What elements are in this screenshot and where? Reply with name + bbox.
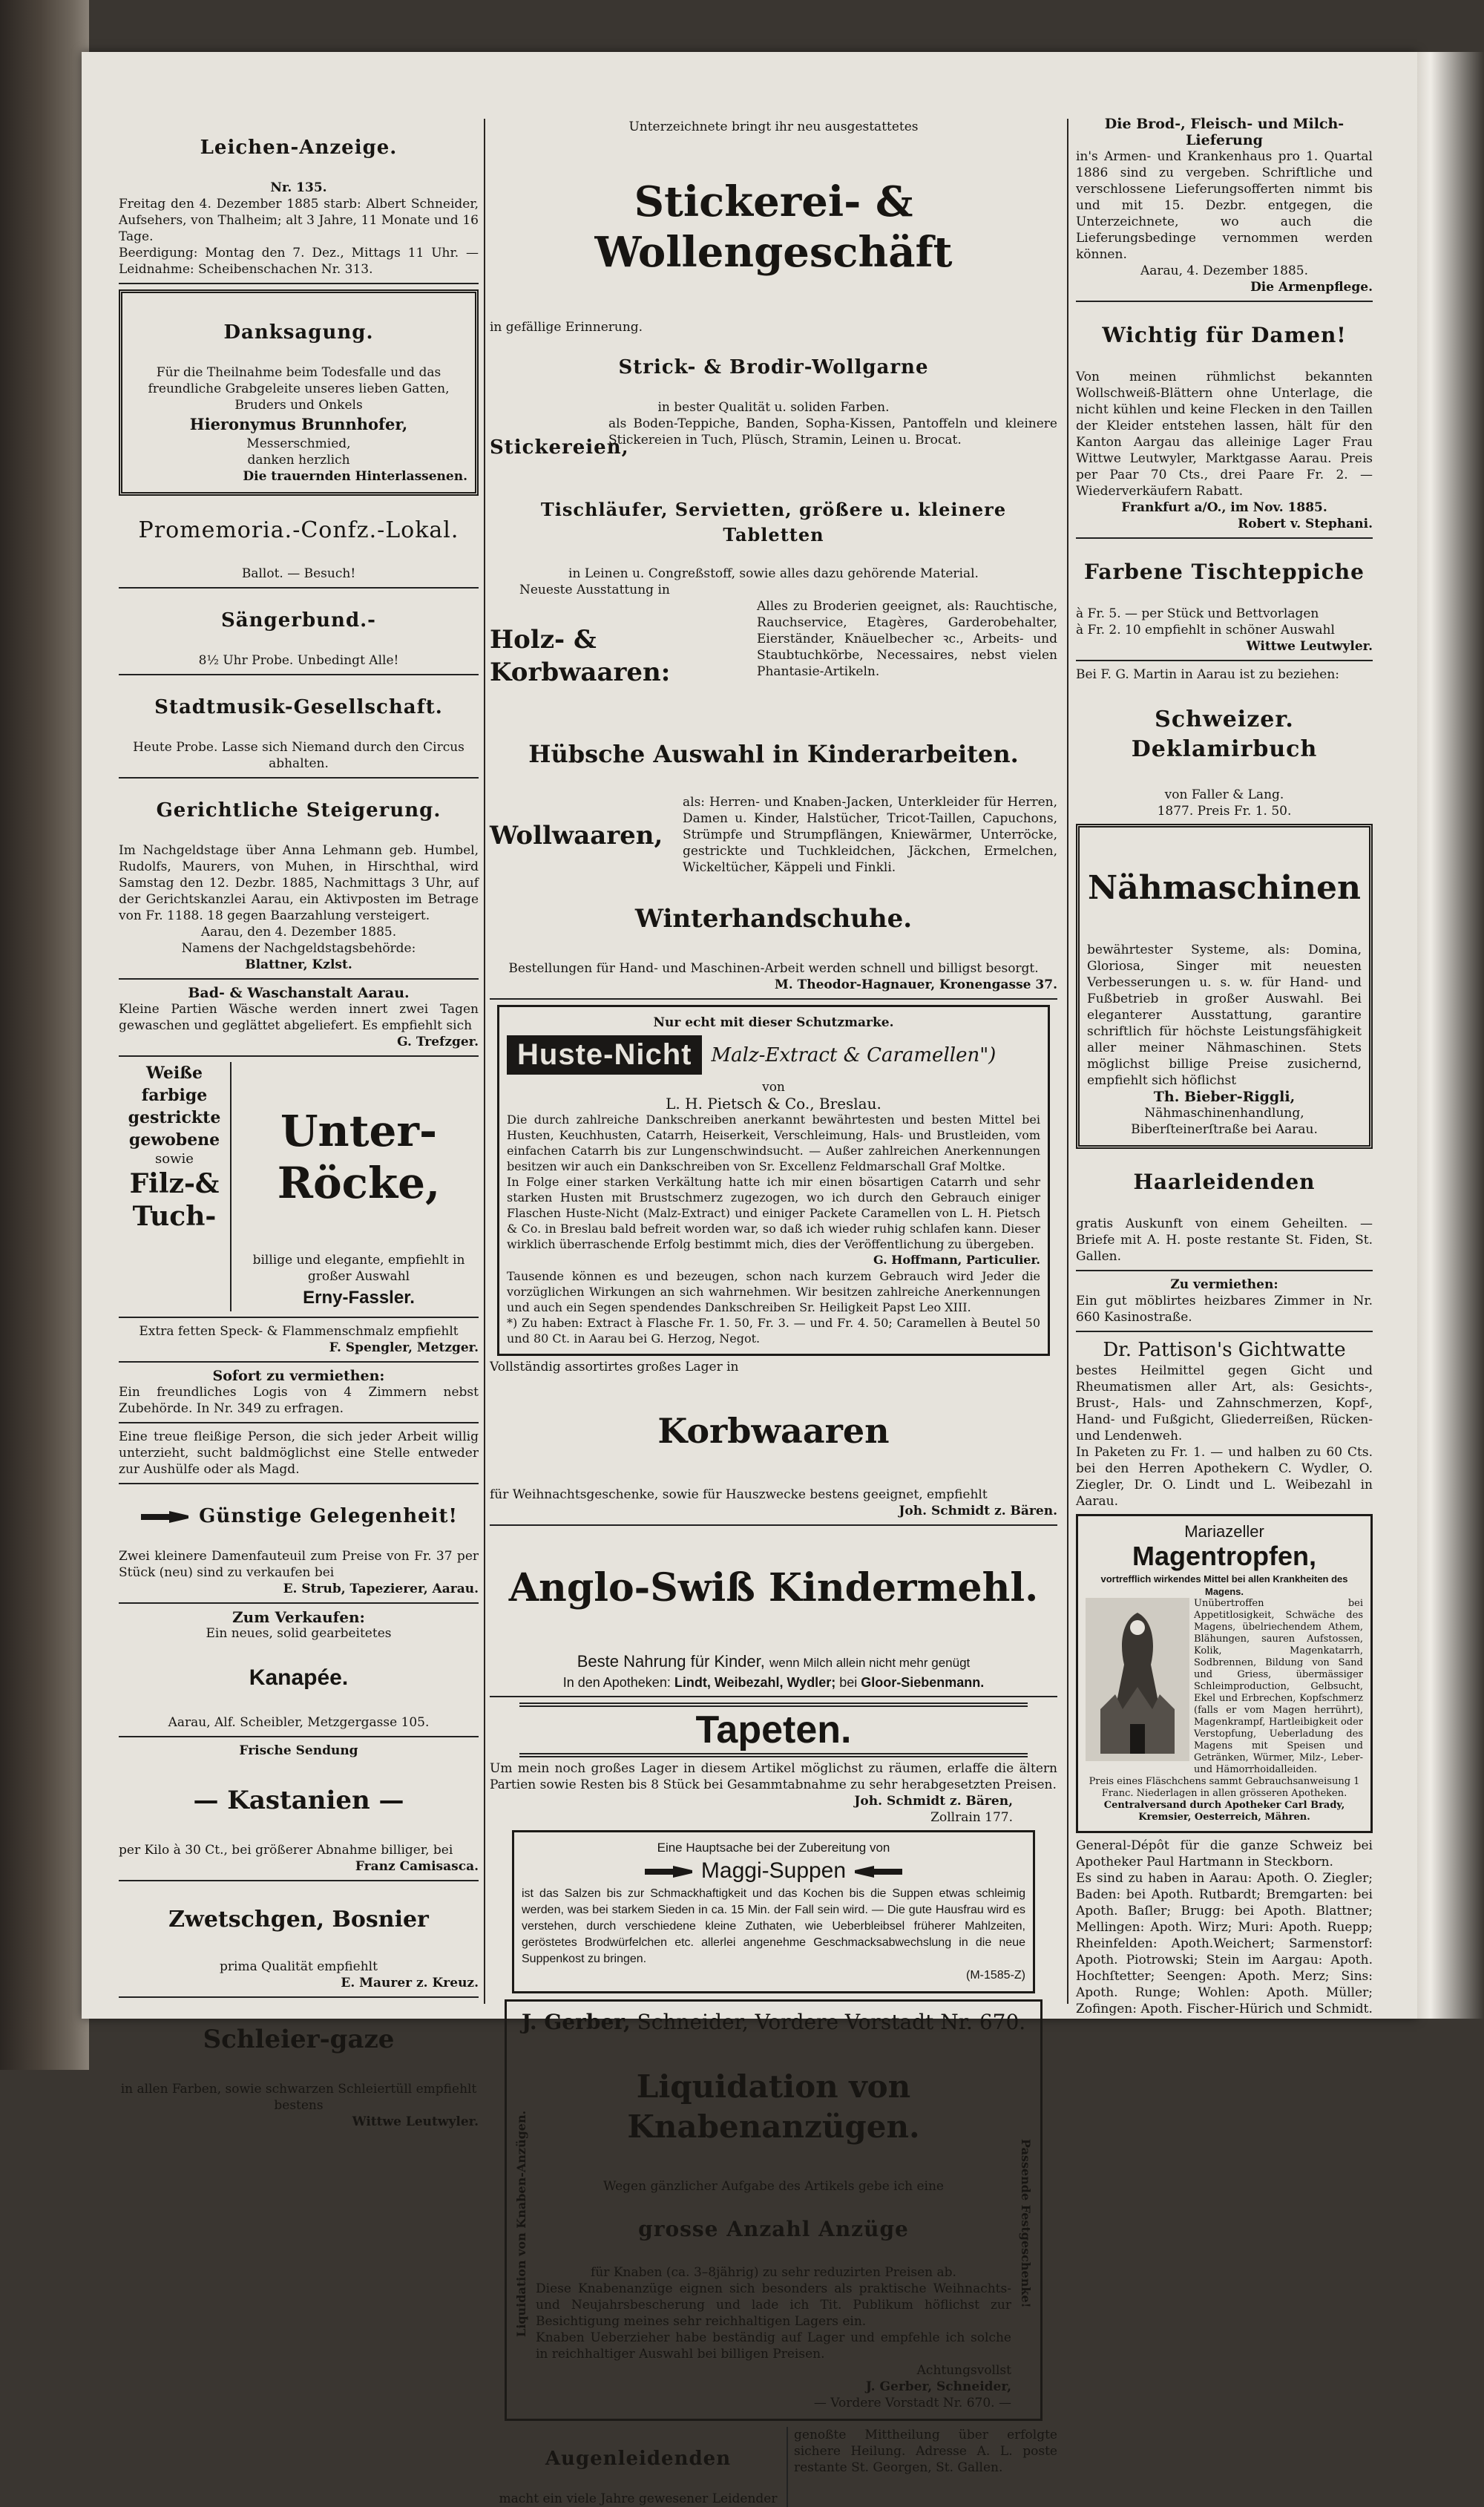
huste-sign: G. Hoffmann, Particulier.: [873, 1253, 1040, 1267]
pointing-hand-icon: [139, 1507, 191, 1527]
unterroecke-left: [119, 1062, 230, 1311]
farb-sign: Wittwe Leutwyler.: [1246, 639, 1373, 654]
anglo-line-1: [490, 1651, 1057, 1674]
verm-body: Ein gut möblirtes heizbares Zimmer in Nr. 660 Kasinostraße.: [1076, 1294, 1373, 1325]
huste-body-1: Die durch zahlreiche Dankschreiben anerkannt bewährtesten und besten Mittel bei Husten, Keuchhusten, Catarrh, Heiserkeit, Verschleimung, Hals- und Brustleiden, vom einfachen Catarrh bis zur Lungenschwindsucht. — Außer zahlreichen Anerkennungen besitzen wir auch ein Dankschreiben von Sr. Excellenz Feldmarschall Graf Moltke.: [507, 1112, 1040, 1173]
tapeten-title: Tapeten.: [519, 1703, 1028, 1757]
haar-title: Haarleidenden: [1133, 1170, 1316, 1194]
logis-title: Sofort zu vermiethen:: [212, 1368, 385, 1384]
liq-body-2: für Knaben (ca. 3–8jährig) zu sehr reduzirten Preisen ab.: [591, 2265, 956, 2280]
unterroecke-right: [230, 1062, 479, 1311]
winter-title: Winterhandschuhe.: [634, 904, 913, 934]
pattison-body: bestes Heilmittel gegen Gicht und Rheumatismen aller Art, als: Gesichts-, Brust-, Hals- und Zahnschmerzen, Kopf-, Hand- und Fußgicht, Gliederreißen, Rücken- und Lendenweh.: [1076, 1363, 1373, 1443]
dank-name: Hieronymus Brunnhofer,: [189, 415, 408, 433]
liq-body-3: Diese Knabenanzüge eignen sich besonders als praktische Weihnachts- und Neujahrsbescherung und lade ich Tit. Publikum höflichst zur Besichtigung meines sehr reichhaltigen Lagers ein.: [536, 2281, 1011, 2329]
magen-depot: General-Dépôt für die ganze Schweiz bei Apotheker Paul Hartmann in Steckborn.: [1076, 1838, 1373, 1869]
damen-date: Frankfurt a/O., im Nov. 1885.: [1121, 500, 1327, 515]
stick-title: Stickerei- & Wollengeschäft: [594, 177, 953, 277]
huste-price: *) Zu haben: Extract à Flasche Fr. 1. 50, Fr. 3. — und Fr. 4. 50; Caramellen à Beutel 50 und 80 Ct. in Aarau bei G. Herzog, Negot.: [507, 1316, 1040, 1346]
tisch-body: in Leinen u. Congreßstoff, sowie alles dazu gehörende Material.: [568, 566, 979, 581]
stickerei-ad: [490, 119, 1057, 993]
huste-logo: Huste-Nicht: [507, 1035, 702, 1075]
naeh-body: bewährtester Systeme, als: Domina, Gloriosa, Singer mit neuesten Verbesserungen u. s. w. für Hand- und Fußbetrieb in großer Auswahl. Bei eleganterer Ausstattung, garantire schriftlich für höchste Leistungsfähigkeit aller meiner Nähmaschinen. Stets möglichst billige Preise zusichernd, empfiehlt sich höflichst: [1087, 943, 1362, 1088]
korb-title: Korbwaaren: [657, 1411, 890, 1451]
leichen-burial: Beerdigung: Montag den 7. Dez., Mittags 11 Uhr. — Leidnahme: Scheibenschachen Nr. 313.: [119, 246, 479, 277]
unterroecke-ad: [119, 1062, 479, 1311]
steigerung-sign: Blattner, Kzlst.: [245, 957, 352, 972]
dank-occupation: Messerschmied,: [246, 436, 351, 451]
huste-maker: L. H. Pietsch & Co., Breslau.: [666, 1095, 881, 1112]
stickereien-body: als Boden-Teppiche, Banden, Sopha-Kissen, Pantoffeln und kleinere Stickereien in Tuch, Plüsch, Stramin, Leinen u. Brocat.: [608, 416, 1057, 448]
pointing-hand-icon: [852, 1861, 904, 1882]
maggi-intro: Eine Hauptsache bei der Zubereitung von: [657, 1841, 890, 1855]
huste-nicht-box: [497, 1005, 1050, 1356]
huste-logo-row: [507, 1035, 1040, 1075]
gerber-content: [528, 2036, 1019, 2411]
bestell-sign: M. Theodor-Hagnauer, Kronengasse 37.: [774, 977, 1057, 992]
divider: [1076, 660, 1373, 661]
maggi-code: (M-1585-Z): [965, 1969, 1025, 1982]
unterroecke-word: Weiße: [146, 1064, 203, 1083]
naeh-sign: Th. Bieber-Riggli,: [1153, 1089, 1296, 1105]
tapeten-body: Um mein noch großes Lager in diesem Artikel möglichst zu räumen, erlaffe die ältern Partien sowie Resten bis 8 Stück bei Gesammtabnahme zu sehr herabgesetzten Preisen.: [490, 1761, 1057, 1792]
pattison-price: In Paketen zu Fr. 1. — und halben zu 60 Cts. bei den Herren Apothekern C. Wydler, O. Ziegler, Dr. O. Lindt und L. Weibezahl in Aarau.: [1076, 1445, 1373, 1509]
schleier-title: Schleier-gaze: [203, 2025, 395, 2054]
steigerung-title: Gerichtliche Steigerung.: [156, 799, 441, 822]
augen-row: [490, 2427, 1057, 2507]
farb-line-1: à Fr. 5. — per Stück und Bettvorlagen: [1076, 606, 1319, 621]
magen-pre: Mariazeller: [1184, 1522, 1264, 1541]
gerber-header: [514, 2009, 1033, 2036]
unterroecke-word: sowie: [155, 1151, 194, 1167]
augen-title: Augenleidenden: [545, 2448, 732, 2470]
guenstig-title-text: Günstige Gelegenheit!: [199, 1505, 458, 1527]
bestell-body: Bestellungen für Hand- und Maschinen-Arbeit werden schnell und billigst besorgt.: [508, 961, 1039, 976]
divider: [1076, 1270, 1373, 1271]
strick-sub: in bester Qualität u. soliden Farben.: [657, 400, 890, 415]
zwetschgen-sign: E. Maurer z. Kreuz.: [341, 1976, 479, 1990]
liq-sign-1: Achtungsvollst: [916, 2363, 1011, 2378]
naeh-sub: Nähmaschinenhandlung,: [1144, 1106, 1304, 1121]
divider: [119, 674, 479, 675]
maggi-body: ist das Salzen bis zur Schmackhaftigkeit und das Kochen bis die Suppen etwas schleimig werden, was bei starkem Sieden in ca. 15 Min. der Fall sein wird. — Die gute Hausfrau wird es verstehen, durch verschiedene kleine Zuthaten, wie Ueberbleibsel früherer Mahlzeiten, geröstetes Brodwürfelchen etc. allerlei angenehme Geschmacksabwechslung in die neue Suppenkost zu bringen.: [522, 1887, 1025, 1965]
leichen-body: Freitag den 4. Dezember 1885 starb: Albert Schneider, Aufsehers, von Thalheim; alt 3 Jahre, 11 Monate und 16 Tage.: [119, 197, 479, 244]
gerber-box: [505, 1999, 1043, 2421]
bad-sign: G. Trefzger.: [397, 1035, 479, 1049]
stickereien-row: [490, 416, 1057, 479]
divider: [119, 1880, 479, 1881]
unterroecke-word: farbige: [141, 1086, 208, 1105]
holz-title: Holz- & Korbwaaren:: [490, 625, 671, 687]
divider: [490, 998, 1057, 1000]
anglo-line-2: [490, 1674, 1057, 1691]
dank-title: Danksagung.: [223, 321, 374, 344]
kastanien-pre: Frische Sendung: [239, 1743, 358, 1758]
madonna-church-illustration-icon: [1086, 1598, 1189, 1761]
divider: [119, 1055, 479, 1057]
brod-ad: [1076, 116, 1373, 295]
magen-sub: vortrefflich wirkendes Mittel bei allen Krankheiten des Magens.: [1100, 1573, 1348, 1597]
kastanien-body: per Kilo à 30 Ct., bei größerer Abnahme billiger, bei: [119, 1843, 453, 1858]
anglo-l2c: bei: [839, 1675, 858, 1690]
dank-thanks: danken herzlich: [247, 453, 350, 468]
schleier-body: in allen Farben, sowie schwarzen Schleiertüll empfiehlt bestens: [120, 2082, 477, 2113]
liq-body-4: Knaben Ueberzieher habe beständig auf Lager und empfehle ich solche in reichhaltiger Auswahl bei billigen Preisen.: [536, 2330, 1011, 2362]
speck-sign: F. Spengler, Metzger.: [329, 1340, 479, 1355]
liq-big: grosse Anzahl Anzüge: [638, 2217, 909, 2241]
brod-title: Die Brod-, Fleisch- und Milch-Lieferung: [1104, 116, 1345, 148]
naeh-title: Nähmaschinen: [1087, 869, 1362, 907]
augen-left: [490, 2427, 787, 2507]
haar-body: gratis Auskunft von einem Geheilten. — Briefe mit A. H. poste restante St. Fiden, St. Gallen.: [1076, 1216, 1373, 1264]
tisch-title: Tischläufer, Servietten, größere u. kleinere Tabletten: [540, 499, 1007, 545]
damen-title: Wichtig für Damen!: [1102, 323, 1347, 347]
zwetschgen-body: prima Qualität empfiehlt: [220, 1959, 378, 1974]
magentropfen-box: [1076, 1514, 1373, 1833]
saenger-title: Sängerbund.-: [221, 609, 376, 632]
unterroecke-word: gestrickte: [128, 1108, 221, 1127]
divider: [119, 587, 479, 589]
naeh-addr: Biberſteinerſtraße bei Aarau.: [1131, 1122, 1318, 1137]
anglo-l1a: Beste Nahrung für Kinder,: [577, 1652, 765, 1671]
divider: [1076, 1331, 1373, 1332]
divider: [119, 1736, 479, 1737]
kastanien-title: — Kastanien —: [193, 1786, 404, 1815]
neueste-text: Neueste Ausstattung in: [519, 583, 670, 597]
unterroecke-title: Unter-Röcke,: [277, 1106, 441, 1208]
bad-title: Bad- & Waschanstalt Aarau.: [188, 985, 410, 1001]
leichen-title: Leichen-Anzeige.: [200, 137, 398, 159]
divider: [119, 1602, 479, 1604]
verkauf-body: Ein neues, solid gearbeitetes: [206, 1626, 392, 1641]
gerber-side-right: Passende Festgeschenke!: [1019, 2139, 1033, 2308]
column-left: [119, 67, 479, 2130]
dank-body: Für die Theilnahme beim Todesfalle und das freundliche Grabgeleite unseres lieben Gatten, Bruders und Onkels: [148, 365, 450, 413]
promemoria-title: Promemoria.-Confz.-Lokal.: [138, 517, 459, 543]
ballot-text: Ballot. — Besuch!: [241, 566, 356, 581]
column-rule-left: [484, 119, 485, 2004]
gerber-head-name: J. Gerber,: [521, 2010, 631, 2034]
anglo-l1b: wenn Milch allein nicht mehr genügt: [769, 1656, 971, 1670]
brod-sign: Die Armenpflege.: [1250, 280, 1373, 295]
magen-row: [1086, 1598, 1363, 1776]
strick-title: Strick- & Brodir-Wollgarne: [618, 356, 929, 378]
magen-title: Magentropfen,: [1132, 1541, 1316, 1571]
stick-sub: in gefällige Erinnerung.: [490, 320, 643, 335]
holz-row: [490, 598, 1057, 714]
steigerung-authority: Namens der Nachgeldstagsbehörde:: [181, 941, 416, 956]
dekl-title: Schweizer. Deklamirbuch: [1131, 707, 1318, 762]
huste-von: von: [762, 1080, 785, 1095]
woll-title: Wollwaaren,: [490, 821, 663, 851]
anglo-l2a: In den Apotheken:: [562, 1675, 671, 1690]
divider: [119, 283, 479, 284]
huste-body-3: Tausende können es und bezeugen, schon nach kurzem Gebrauch wird Jeder die vorzüglichen Wirkungen an sich wahrnehmen. Wir besitzen zahlreiche Anerkennungen und auch ein Segen spendendes Dankschreiben Sr. Heiligkeit Papst Leo XIII.: [507, 1269, 1040, 1314]
divider: [119, 777, 479, 779]
verkauf-sign: Aarau, Alf. Scheibler, Metzgergasse 105.: [168, 1715, 430, 1730]
guenstig-body: Zwei kleinere Damenfauteuil zum Preise von Fr. 37 per Stück (neu) sind zu verkaufen bei: [119, 1549, 479, 1580]
guenstig-sign: E. Strub, Tapezierer, Aarau.: [283, 1582, 479, 1596]
unterroecke-body: billige und elegante, empfiehlt in großer Auswahl: [252, 1253, 465, 1284]
verkauf-title: Zum Verkaufen:: [232, 1608, 365, 1626]
gerber-head-rest: Schneider, Vordere Vorstadt Nr. 670.: [637, 2010, 1026, 2034]
magen-side: Unübertroffen bei Appetitlosigkeit, Schwäche des Magens, übelriechendem Athem, Blähungen, sauren Aufstossen, Kolik, Magenkatarrh, Sodbrennen, Bildung von Sand und Griess, übermässiger Schleimproduction, Gelbsucht, Ekel und Erbrechen, Kopfschmerz (falls er vom Magen herrührt), Magenkrampf, Hartleibigkeit oder Verstopfung, Ueberladung des Magens mit Speisen und Getränken, Würmer, Milz-, Leber- und Hämorrhoidalleiden.: [1194, 1598, 1363, 1775]
korb-body: für Weihnachtsgeschenke, sowie für Hauszwecke bestens geeignet, empfiehlt: [490, 1487, 988, 1502]
bad-body: Kleine Partien Wäsche werden innert zwei Tagen gewaschen und geglättet abgeliefert. Es empfiehlt sich: [119, 1002, 479, 1033]
korb-intro: Vollständig assortirtes großes Lager in: [490, 1360, 739, 1374]
divider: [119, 1422, 479, 1423]
kinder-title: Hübsche Auswahl in Kinderarbeiten.: [528, 740, 1019, 768]
brod-date: Aarau, 4. Dezember 1885.: [1140, 263, 1309, 278]
huste-script: Malz-Extract & Caramellen"): [711, 1043, 997, 1066]
divider: [119, 978, 479, 980]
magen-list: Es sind zu haben in Aarau: Apoth. O. Ziegler; Baden: bei Apoth. Rutbardt; Bremgarten: bei Apoth. Baſler; Brugg: bei Apoth. Blattner; Mellingen: Apoth. Wirz; Muri: Apoth. Ruepp; Rheinfelden: Apoth.Weichert; Sarmenstorf: Apoth. Piotrowski; Stein im Aargau: Apoth. Hochſtetter; Seengen: Apoth. Merz; Sins: Apoth. Runge; Wohlen: Apoth. Müller; Zofingen: Apoth. Fischer-Hürich und Schmidt.: [1076, 1871, 1373, 2016]
naehmaschinen-box: [1076, 824, 1373, 1149]
person-body: Eine treue fleißige Person, die sich jeder Arbeit willig unterzieht, sucht baldmöglichst eine Stelle entweder zur Aushülfe oder als Magd.: [119, 1429, 479, 1477]
pointing-hand-icon: [643, 1861, 695, 1882]
book-binding: [0, 0, 89, 2070]
stickereien-title: Stickereien,: [490, 436, 629, 459]
augen-body: macht ein viele Jahre gewesener Leidender: [499, 2491, 778, 2506]
stick-intro: Unterzeichnete bringt ihr neu ausgestattetes: [628, 119, 919, 134]
kastanien-sign: Franz Camisasca.: [355, 1859, 479, 1874]
anglo-l2d: Gloor-Siebenmann.: [861, 1675, 985, 1690]
dank-sign: Die trauernden Hinterlassenen.: [243, 469, 467, 484]
leichen-anzeige: [119, 135, 479, 278]
anglo-title: Anglo-Swiß Kindermehl.: [508, 1565, 1039, 1610]
maggi-title: Maggi-Suppen: [700, 1858, 847, 1883]
saenger-body: 8½ Uhr Probe. Unbedingt Alle!: [198, 653, 399, 668]
column-rule-right: [1067, 119, 1068, 2004]
guenstig-title: [119, 1504, 479, 1529]
steigerung-body: Im Nachgeldstage über Anna Lehmann geb. Humbel, Rudolfs, Maurers, von Muhen, in Hirschthal, wird Samstag den 12. Dezbr. 1885, Nachmittags 3 Uhr, auf der Gerichtskanzlei Aarau, ein Aktivposten im Betrage von Fr. 1188. 18 gegen Baarzahlung versteigert.: [119, 843, 479, 923]
farb-line-2: à Fr. 2. 10 empfiehlt in schöner Auswahl: [1076, 623, 1335, 638]
liq-title: Liquidation von Knabenanzügen.: [627, 2068, 920, 2145]
divider: [490, 1696, 1057, 1697]
liq-sign-3: — Vordere Vorstadt Nr. 670. —: [813, 2396, 1011, 2411]
gerber-side-left: Liquidation von Knaben-Anzügen.: [514, 2110, 528, 2337]
divider: [490, 1524, 1057, 1526]
magen-price: Preis eines Fläschchens sammt Gebrauchsanweisung 1 Franc. Niederlagen in allen grösseren Apotheken.: [1089, 1776, 1360, 1799]
divider: [119, 1361, 479, 1363]
divider: [119, 1996, 479, 1998]
maggi-box: [512, 1830, 1035, 1993]
huste-body-2: In Folge einer starken Verkältung hatte ich mir einen bösartigen Catarrh und sehr starken Husten mit Brustschmerz zugezogen, wo ich durch den Gebrauch einiger Flaschen Huste-Nicht (Malz-Extract) und einiger Packete Caramellen von L. H. Pietsch & Co. in Breslau bald befreit worden war, so daß ich wieder ruhig schlafen kann. Dieser wirklich überraschende Erfolg bestimmt mich, dies der Veröffentlichung zu übergeben.: [507, 1175, 1040, 1251]
anglo-l2b: Lindt, Weibezahl, Wydler;: [674, 1675, 836, 1690]
brod-body: in's Armen- und Krankenhaus pro 1. Quartal 1886 sind zu vergeben. Schriftliche und verschlossene Lieferungsofferten nimmt bis und mit 15. Dezbr. entgegen, die Unterzeichnete, wo auch die Lieferungsbedinge vernommen werden können.: [1076, 149, 1373, 262]
divider: [1076, 301, 1373, 302]
pattison-title: Dr. Pattison's Gichtwatte: [1103, 1339, 1346, 1361]
huste-top: Nur echt mit dieser Schutzmarke.: [653, 1015, 894, 1030]
gerber-inner: [514, 2036, 1033, 2411]
magen-central: Centralversand durch Apotheker Carl Brady, Kremsier, Oesterreich, Mähren.: [1103, 1800, 1345, 1823]
stadtmusik-title: Stadtmusik-Gesellschaft.: [154, 696, 443, 718]
stadtmusik-body: Heute Probe. Lasse sich Niemand durch den Circus abhalten.: [133, 740, 464, 771]
steigerung-date: Aarau, den 4. Dezember 1885.: [200, 925, 397, 940]
zwetschgen-title: Zwetschgen, Bosnier: [168, 1907, 429, 1933]
danksagung-box: [119, 289, 479, 496]
logis-body: Ein freundliches Logis von 4 Zimmern nebst Zubehörde. In Nr. 349 zu erfragen.: [119, 1385, 479, 1416]
leichen-number: Nr. 135.: [270, 180, 327, 195]
verkauf-item: Kanapée.: [249, 1665, 349, 1690]
page-edge: [1417, 52, 1484, 2019]
unterroecke-sign: Erny-Fassler.: [303, 1288, 415, 1308]
maggi-title-row: [522, 1856, 1025, 1886]
augen-cont: genoßte Mittheilung über erfolgte sichere Heilung. Adresse A. L. poste restante St. Georgen, St. Gallen.: [787, 2427, 1057, 2507]
verm-title: Zu vermiethen:: [1170, 1277, 1278, 1292]
speck-body: Extra fetten Speck- & Flammenschmalz empfiehlt: [139, 1324, 459, 1339]
liq-sign-2: J. Gerber, Schneider,: [865, 2379, 1011, 2394]
divider: [119, 1317, 479, 1318]
woll-body: als: Herren- und Knaben-Jacken, Unterkleider für Herren, Damen u. Kinder, Halstücher, Tricot-Taillen, Capuchons, Strümpfe und Strumpflängen, Kniewärmer, Unterröcke, gestrickte und Tuchkleidchen, Jäckchen, Ermelchen, Wickeltücher, Käppeli und Finkli.: [683, 795, 1057, 875]
farb-title: Farbene Tischteppiche: [1084, 560, 1365, 584]
unterroecke-filz: Filz-& Tuch-: [129, 1168, 220, 1232]
tapeten-sign: Joh. Schmidt z. Bären,: [854, 1794, 1013, 1809]
dekl-by: von Faller & Lang.: [1164, 787, 1284, 802]
tapeten-addr: Zollrain 177.: [930, 1810, 1013, 1825]
liq-body-1: Wegen gänzlicher Aufgabe des Artikels gebe ich eine: [603, 2179, 944, 2194]
damen-sign: Robert v. Stephani.: [1238, 517, 1373, 531]
dekl-intro: Bei F. G. Martin in Aarau ist zu beziehen:: [1076, 667, 1340, 682]
schleier-sign: Wittwe Leutwyler.: [352, 2114, 479, 2129]
column-middle: [490, 67, 1057, 2507]
holz-body: Alles zu Broderien geeignet, als: Rauchtische, Rauchservice, Etagères, Garderobehalter, Eierständer, Knäuelbecher ꝛc., Arbeits- und Staubtuchkörbe, Necessaires, nebst vielen Phantasie-Artikeln.: [757, 599, 1057, 679]
dekl-year: 1877. Preis Fr. 1. 50.: [1157, 804, 1292, 819]
divider: [119, 1483, 479, 1484]
woll-row: [490, 794, 1057, 877]
divider: [1076, 537, 1373, 539]
column-right: [1076, 67, 1373, 2017]
korb-sign: Joh. Schmidt z. Bären.: [899, 1504, 1057, 1518]
damen-body: Von meinen rühmlichst bekannten Wollschweiß-Blättern ohne Unterlage, die nicht kühlen und keine Flecken in den Taillen der Kleider entstehen lassen, hält für den Kanton Aargau das alleinige Lager Frau Wittwe Leutwyler, Marktgasse Aarau. Preis per Paar 70 Cts., drei Paare Fr. 2. — Wiederverkäufern Rabatt.: [1076, 370, 1373, 499]
unterroecke-word: gewobene: [128, 1130, 220, 1150]
